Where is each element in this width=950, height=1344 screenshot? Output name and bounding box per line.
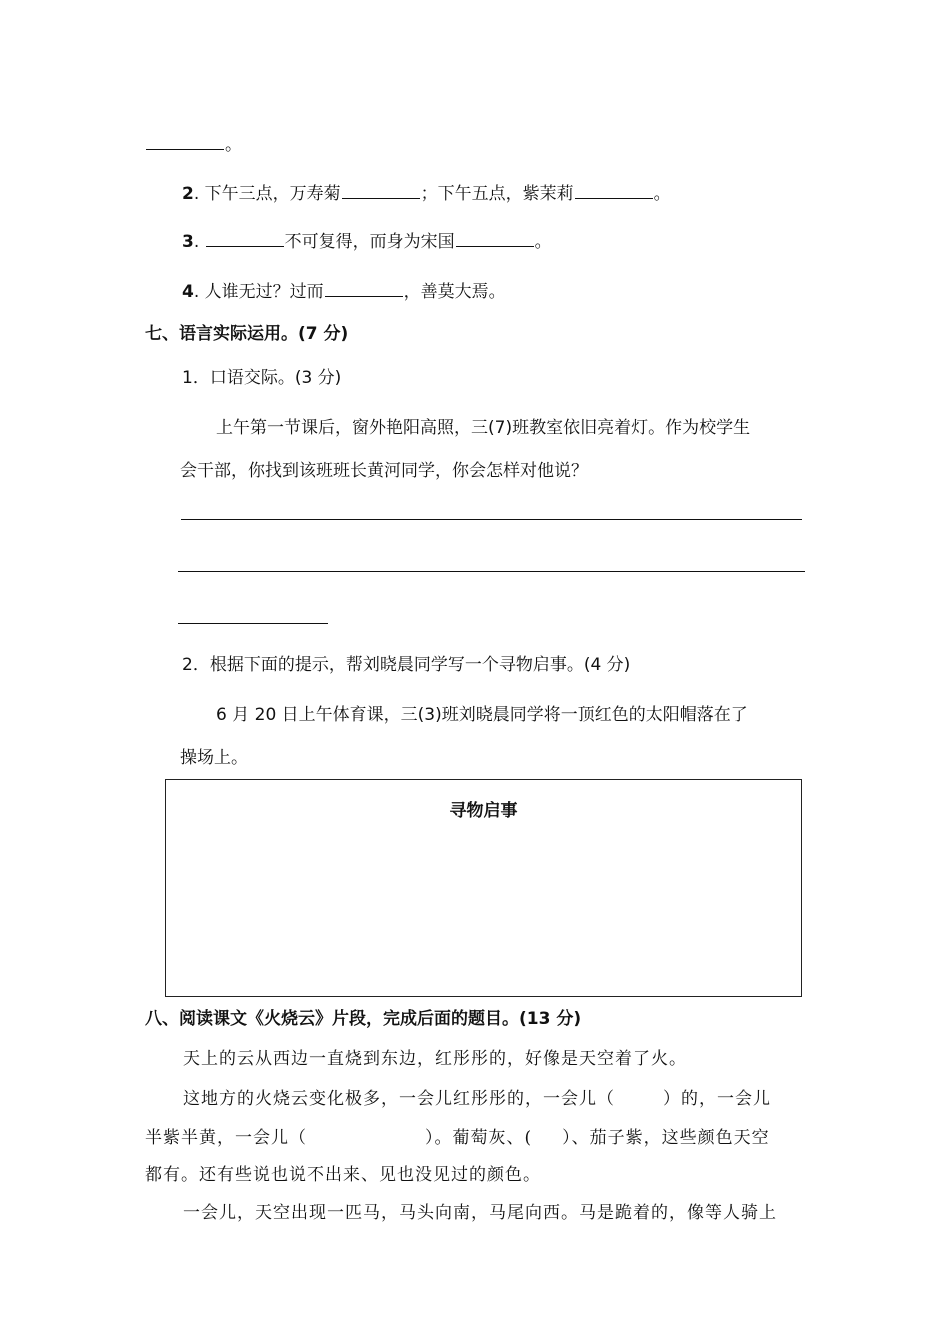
item-text-b: 不可复得，而身为宋国 xyxy=(284,232,455,252)
item-sep: . xyxy=(193,232,200,252)
top-continuation xyxy=(145,132,242,157)
item-number: 4 xyxy=(182,282,194,302)
passage-text: ）的，一会儿 xyxy=(663,1089,771,1109)
passage-p3: 一会儿，天空出现一匹马，马头向南，马尾向西。马是跪着的，像等人骑上 xyxy=(183,1203,777,1223)
item-text-a: 人谁无过？过而 xyxy=(204,282,324,302)
q7-2-line-1: 6 月 20 日上午体育课，三(3)班刘晓晨同学将一顶红色的太阳帽落在了 xyxy=(216,705,748,725)
answer-blank[interactable] xyxy=(575,181,653,199)
passage-p2-line3: 都有。还有些说也说不出来、见也没见过的颜色。 xyxy=(145,1165,541,1185)
item-sep: . xyxy=(193,282,200,302)
answer-blank[interactable] xyxy=(325,279,403,297)
passage-text: 这地方的火烧云变化极多，一会儿红彤彤的，一会儿（ xyxy=(183,1089,615,1109)
section-8-heading: 八、阅读课文《火烧云》片段，完成后面的题目。(13 分) xyxy=(145,1009,582,1029)
q7-1-line-1: 上午第一节课后，窗外艳阳高照，三(7)班教室依旧亮着灯。作为校学生 xyxy=(216,418,751,438)
item-number: 3 xyxy=(182,232,194,252)
item-text-c: 。 xyxy=(534,232,552,252)
answer-blank[interactable] xyxy=(146,132,224,150)
section-7-heading: 七、语言实际运用。(7 分) xyxy=(145,324,349,344)
item-number: 2 xyxy=(182,184,194,204)
item-text-a: 下午三点，万寿菊 xyxy=(204,184,341,204)
q6-item-3 xyxy=(182,229,552,254)
answer-line[interactable] xyxy=(181,519,802,520)
q7-2-title: 2．根据下面的提示，帮刘晓晨同学写一个寻物启事。(4 分) xyxy=(182,655,631,675)
answer-blank[interactable] xyxy=(206,229,284,247)
q6-item-4 xyxy=(182,279,506,304)
passage-p1: 天上的云从西边一直烧到东边，红彤彤的，好像是天空着了火。 xyxy=(183,1049,687,1069)
item-text-b: ；下午五点，紫茉莉 xyxy=(420,184,574,204)
box-title: 寻物启事 xyxy=(449,801,518,821)
passage-text: 半紫半黄，一会儿（ xyxy=(145,1128,307,1148)
passage-p2-line1 xyxy=(183,1084,771,1109)
item-sep: . xyxy=(193,184,200,204)
answer-line[interactable] xyxy=(178,623,328,624)
passage-p2-line2 xyxy=(145,1123,770,1148)
answer-line[interactable] xyxy=(178,571,805,572)
q6-item-2 xyxy=(182,181,671,206)
item-text-b: ，善莫大焉。 xyxy=(403,282,506,302)
answer-blank[interactable] xyxy=(456,229,534,247)
passage-text: ）、茄子紫，这些颜色天空 xyxy=(562,1128,770,1148)
q7-1-line-2: 会干部，你找到该班班长黄河同学，你会怎样对他说？ xyxy=(180,461,588,481)
q7-1-title: 1．口语交际。(3 分) xyxy=(182,368,342,388)
answer-blank[interactable] xyxy=(342,181,420,199)
period: 。 xyxy=(225,135,242,155)
q7-2-line-2: 操场上。 xyxy=(180,748,248,768)
passage-text: ）。葡萄灰、( xyxy=(425,1128,533,1148)
item-text-c: 。 xyxy=(653,184,671,204)
notice-writing-box[interactable] xyxy=(165,779,802,997)
